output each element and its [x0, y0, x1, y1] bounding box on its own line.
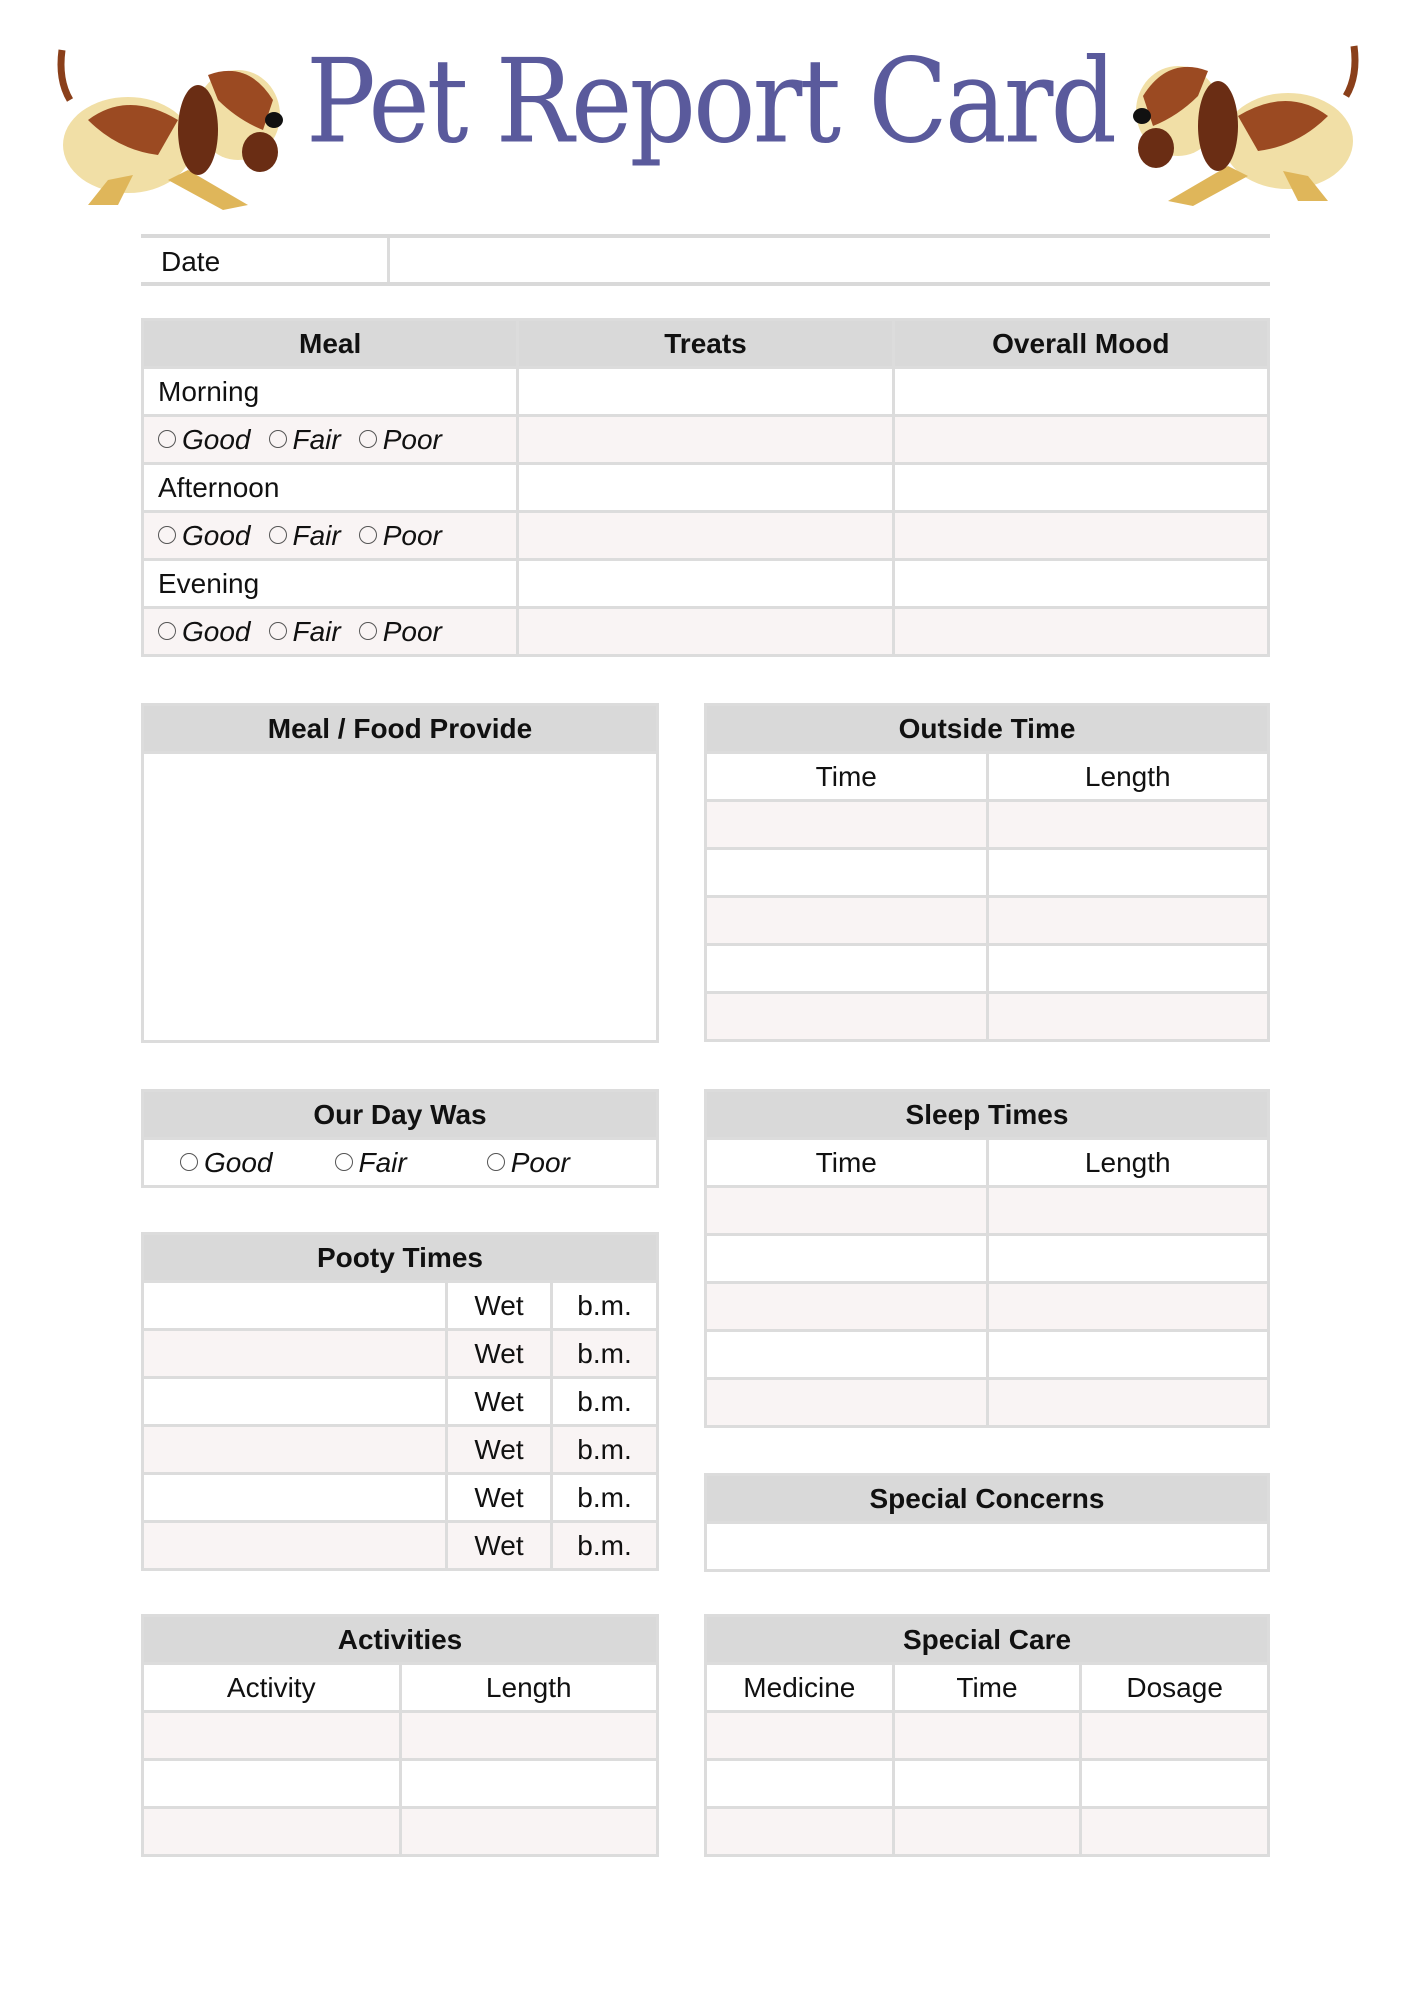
input-cell[interactable]	[987, 1187, 1269, 1235]
table-row	[706, 801, 1269, 849]
input-cell[interactable]	[706, 897, 988, 945]
cell-label: Wet	[447, 1378, 552, 1426]
input-cell[interactable]	[518, 368, 893, 416]
table-row	[143, 560, 1269, 608]
input-cell[interactable]	[143, 1760, 401, 1808]
table-row	[143, 1426, 658, 1474]
section-title: Our Day Was	[143, 1091, 658, 1139]
table-row	[143, 464, 1269, 512]
meal-rating	[143, 512, 518, 560]
table-row	[706, 1331, 1269, 1379]
radio-button[interactable]	[359, 430, 377, 448]
table-row	[143, 416, 1269, 464]
input-cell[interactable]	[143, 1426, 447, 1474]
table-row	[143, 1808, 658, 1856]
input-cell[interactable]	[706, 1187, 988, 1235]
input-cell[interactable]	[987, 849, 1269, 897]
input-cell[interactable]	[987, 897, 1269, 945]
input-cell[interactable]	[143, 1330, 447, 1378]
outside-time-table	[704, 703, 1270, 1042]
cell-label: Fair	[292, 423, 341, 455]
table-row	[143, 1522, 658, 1570]
col-treats: Treats	[518, 320, 893, 368]
page-title: Pet Report Card	[305, 32, 1115, 170]
radio-button[interactable]	[359, 526, 377, 544]
input-cell[interactable]	[143, 1474, 447, 1522]
our-day-table	[141, 1089, 659, 1188]
table-row	[706, 1664, 1269, 1712]
period-label: Morning	[143, 368, 518, 416]
meal-food-table	[141, 703, 659, 1043]
cell-label: Poor	[510, 1146, 570, 1178]
input-cell[interactable]	[706, 1808, 894, 1856]
radio-button[interactable]	[158, 526, 176, 544]
section-title: Activities	[143, 1616, 658, 1664]
input-cell[interactable]	[706, 1235, 988, 1283]
table-row	[143, 1234, 658, 1282]
radio-button[interactable]	[335, 1153, 353, 1171]
cell-label: Poor	[382, 519, 442, 551]
input-cell[interactable]	[1081, 1712, 1269, 1760]
input-cell[interactable]	[706, 945, 988, 993]
table-row	[706, 1379, 1269, 1427]
cell-label	[143, 1139, 658, 1187]
table-row	[143, 1712, 658, 1760]
daily-table	[141, 318, 1270, 657]
input-cell[interactable]	[1081, 1760, 1269, 1808]
table-row	[143, 705, 658, 753]
input-cell[interactable]	[143, 753, 658, 1042]
table-row	[143, 320, 1269, 368]
cell-label: Time	[706, 1139, 988, 1187]
radio-button[interactable]	[359, 622, 377, 640]
cell-label: Medicine	[706, 1664, 894, 1712]
dog-illustration-left	[48, 40, 288, 215]
cell-label: Length	[987, 1139, 1269, 1187]
table-row	[706, 1187, 1269, 1235]
cell-label: Activity	[143, 1664, 401, 1712]
section-title: Special Concerns	[706, 1475, 1269, 1523]
input-cell[interactable]	[987, 1235, 1269, 1283]
period-label: Evening	[143, 560, 518, 608]
cell-label: b.m.	[552, 1426, 658, 1474]
radio-button[interactable]	[158, 622, 176, 640]
dog-illustration-right	[1128, 36, 1368, 211]
table-row	[143, 1378, 658, 1426]
cell-label: Length	[400, 1664, 658, 1712]
cell-label: Fair	[358, 1146, 407, 1178]
table-row	[706, 945, 1269, 993]
cell-label: Good	[204, 1146, 273, 1178]
cell-label: Wet	[447, 1282, 552, 1330]
cell-label: b.m.	[552, 1330, 658, 1378]
table-row	[706, 1283, 1269, 1331]
section-title: Meal / Food Provide	[143, 705, 658, 753]
input-cell[interactable]	[518, 608, 893, 656]
table-row	[143, 1474, 658, 1522]
cell-label: Fair	[292, 519, 341, 551]
input-cell[interactable]	[706, 993, 988, 1041]
input-cell[interactable]	[893, 416, 1268, 464]
input-cell[interactable]	[518, 416, 893, 464]
cell-label: Wet	[447, 1474, 552, 1522]
cell-label: Poor	[382, 423, 442, 455]
input-cell[interactable]	[987, 993, 1269, 1041]
input-cell[interactable]	[893, 1712, 1081, 1760]
table-row	[143, 1330, 658, 1378]
pooty-times-table	[141, 1232, 659, 1571]
input-cell[interactable]	[518, 512, 893, 560]
cell-label: Time	[706, 753, 988, 801]
input-cell[interactable]	[987, 801, 1269, 849]
date-row	[141, 234, 1270, 286]
cell-label: Wet	[447, 1522, 552, 1570]
input-cell[interactable]	[143, 1378, 447, 1426]
section-title: Sleep Times	[706, 1091, 1269, 1139]
cell-label: b.m.	[552, 1522, 658, 1570]
input-cell[interactable]	[400, 1760, 658, 1808]
table-row	[706, 705, 1269, 753]
cell-label: Fair	[292, 615, 341, 647]
radio-button[interactable]	[269, 526, 287, 544]
table-row	[706, 1235, 1269, 1283]
radio-button[interactable]	[180, 1153, 198, 1171]
radio-button[interactable]	[487, 1153, 505, 1171]
table-row	[706, 1523, 1269, 1571]
input-cell[interactable]	[987, 1283, 1269, 1331]
table-row	[143, 753, 658, 1042]
table-row	[143, 1139, 658, 1187]
col-meal: Meal	[143, 320, 518, 368]
col-mood: Overall Mood	[893, 320, 1268, 368]
input-cell[interactable]	[893, 368, 1268, 416]
special-concerns-table	[704, 1473, 1270, 1572]
table-row	[706, 1712, 1269, 1760]
table-row	[706, 1616, 1269, 1664]
cell-label: Wet	[447, 1426, 552, 1474]
input-cell[interactable]	[706, 1760, 894, 1808]
cell-label: Length	[987, 753, 1269, 801]
table-row	[706, 1808, 1269, 1856]
input-cell[interactable]	[706, 1283, 988, 1331]
cell-label: Good	[182, 615, 251, 647]
input-cell[interactable]	[706, 1379, 988, 1427]
section-title: Pooty Times	[143, 1234, 658, 1282]
table-row	[143, 512, 1269, 560]
input-cell[interactable]	[893, 560, 1268, 608]
input-cell[interactable]	[893, 608, 1268, 656]
input-cell[interactable]	[143, 1712, 401, 1760]
period-label: Afternoon	[143, 464, 518, 512]
table-row	[143, 1282, 658, 1330]
special-care-table	[704, 1614, 1270, 1857]
cell-label: Wet	[447, 1330, 552, 1378]
meal-rating	[143, 608, 518, 656]
table-row	[706, 897, 1269, 945]
cell-label: Time	[893, 1664, 1081, 1712]
input-cell[interactable]	[706, 1331, 988, 1379]
input-cell[interactable]	[1081, 1808, 1269, 1856]
table-row	[706, 1091, 1269, 1139]
table-row	[143, 1616, 658, 1664]
table-row	[706, 1475, 1269, 1523]
cell-label: Poor	[382, 615, 442, 647]
table-row	[706, 993, 1269, 1041]
table-row	[706, 1139, 1269, 1187]
date-label: Date	[161, 246, 221, 277]
activities-table	[141, 1614, 659, 1857]
table-row	[706, 849, 1269, 897]
input-cell[interactable]	[706, 1712, 894, 1760]
input-cell[interactable]	[706, 801, 988, 849]
sleep-times-table	[704, 1089, 1270, 1428]
radio-button[interactable]	[269, 430, 287, 448]
table-row	[143, 608, 1269, 656]
input-cell[interactable]	[987, 945, 1269, 993]
input-cell[interactable]	[143, 1808, 401, 1856]
input-cell[interactable]	[987, 1331, 1269, 1379]
table-row	[143, 1760, 658, 1808]
table-row	[143, 1091, 658, 1139]
table-row	[143, 1664, 658, 1712]
input-cell[interactable]	[143, 1282, 447, 1330]
section-title: Outside Time	[706, 705, 1269, 753]
cell-label: b.m.	[552, 1282, 658, 1330]
input-cell[interactable]	[518, 464, 893, 512]
cell-label: b.m.	[552, 1378, 658, 1426]
input-cell[interactable]	[893, 512, 1268, 560]
cell-label: Dosage	[1081, 1664, 1269, 1712]
radio-button[interactable]	[158, 430, 176, 448]
input-cell[interactable]	[518, 560, 893, 608]
cell-label: Good	[182, 519, 251, 551]
input-cell[interactable]	[893, 1760, 1081, 1808]
input-cell[interactable]	[893, 464, 1268, 512]
input-cell[interactable]	[400, 1712, 658, 1760]
table-row	[706, 1760, 1269, 1808]
input-cell[interactable]	[893, 1808, 1081, 1856]
meal-rating	[143, 416, 518, 464]
table-row	[706, 753, 1269, 801]
section-title: Special Care	[706, 1616, 1269, 1664]
cell-label: Good	[182, 423, 251, 455]
input-cell[interactable]	[987, 1379, 1269, 1427]
input-cell[interactable]	[706, 1523, 1269, 1571]
input-cell[interactable]	[706, 849, 988, 897]
cell-label: b.m.	[552, 1474, 658, 1522]
table-row	[143, 368, 1269, 416]
input-cell[interactable]	[143, 1522, 447, 1570]
input-cell[interactable]	[400, 1808, 658, 1856]
radio-button[interactable]	[269, 622, 287, 640]
